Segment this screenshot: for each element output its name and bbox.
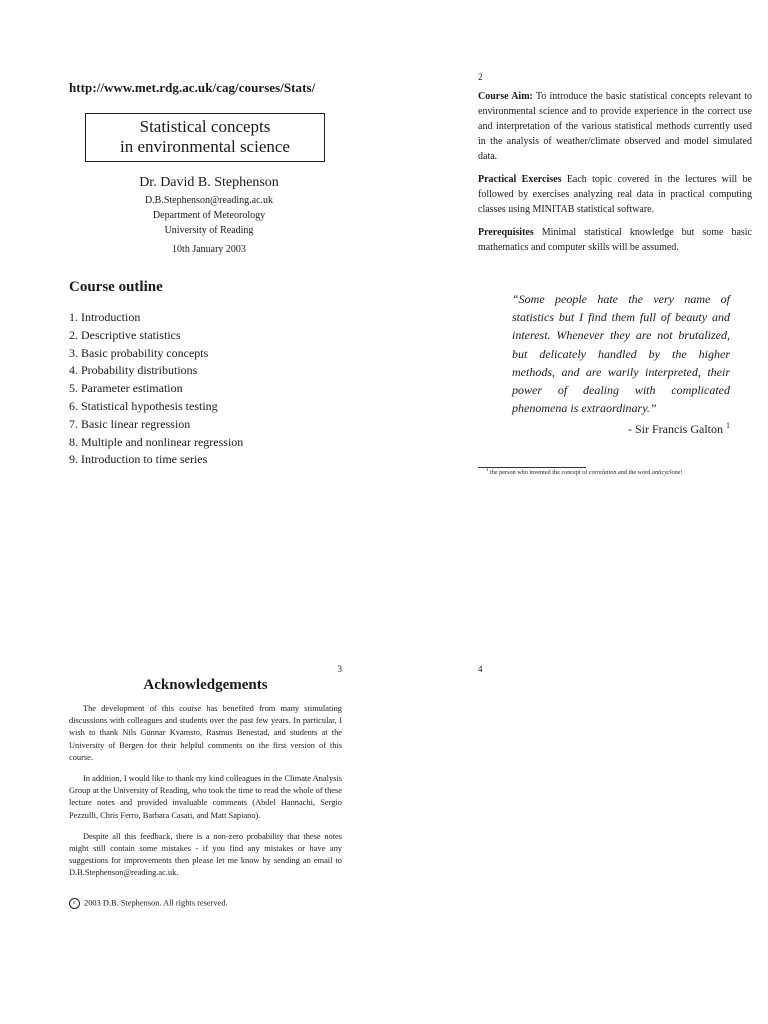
prerequisites [478,225,752,255]
attribution-text: - Sir Francis Galton [628,422,723,437]
copyright-text: 2003 D.B. Stephenson. All rights reserved. [84,898,228,908]
title-line-1: Statistical concepts [139,117,271,136]
footnote-correlation: correlation [588,469,617,477]
page-1 [69,80,349,469]
practical-exercises-text: Each topic covered in the lectures will be followed by exercises analyzing real data in practical computing classes using MINITAB statistical software. [478,174,752,215]
outline-item: 1. Introduction [69,310,141,324]
galton-quote [512,290,730,439]
quote-text: “Some people hate the very name of statistics but I find them full of beauty and interest. Whenever they are not brutalized, but delicately handled by the higher methods, and are warily interpreted, their power of dealing with complicated phenomena is extraordinary.” [512,292,730,416]
author-name: Dr. David B. Stephenson [139,175,279,190]
course-url[interactable]: http://www.met.rdg.ac.uk/cag/courses/Stats/ [69,80,316,95]
footnote-anticyclone: anticyclone [651,469,681,477]
university: University of Reading [164,225,254,236]
outline-item: 5. Parameter estimation [69,381,183,396]
outline-item: 8. Multiple and nonlinear regression [69,434,244,449]
practical-exercises-label: Practical Exercises [478,174,562,185]
quote-attribution [512,417,730,438]
publication-date: 10th January 2003 [172,244,246,255]
practical-exercises [478,172,752,217]
copyright-icon: c [69,898,80,909]
outline-item: 2. Descriptive statistics [69,327,181,342]
copyright-notice [69,898,342,909]
outline-item: 9. Introduction to time series [69,452,208,467]
footnote-number: 1 [486,468,489,473]
page-2 [478,70,752,263]
page-number: 3 [337,664,342,674]
footnote-text-a: the person who invented the concept of [490,469,589,477]
footnote-text-b: and the word [616,469,652,477]
title-line-2: in environmental science [120,137,290,156]
author-email[interactable]: D.B.Stephenson@reading.ac.uk [144,195,274,206]
outline-item: 4. Probability distributions [69,363,198,378]
acknowledgement-paragraph: Despite all this feedback, there is a non-zero probability that these notes might still contain some mistakes - if you find any mistakes or have any suggestions for improvements then please let me know by sending an email to D.B.Stephenson@reading.ac.uk. [69,831,342,878]
page-4-number: 4 [478,664,483,674]
acknowledgement-paragraph: The development of this course has benefited from many stimulating discussions with colleagues and students over the past few years. In particular, I wish to thank Nils Gunnar Kvamsto, Rasmus Benestad, and students at the University of Bergen for their helpful comments on the first version of this course. [69,704,342,762]
outline-heading: Course outline [69,279,163,295]
course-outline-list [69,309,349,469]
acknowledgement-paragraph: In addition, I would like to thank my kind colleagues in the Climate Analysis Group at the University of Reading, who took the time to read the whole of these lecture notes and provided invaluable comments (Abdel Hannachi, Sergio Pezzulli, Chris Ferro, Barbara Casati, and Matt Sapiano). [69,774,342,820]
course-aim-text: To introduce the basic statistical concepts relevant to environmental science and to provide experience in the correct use and interpretation of the various statistical methods currently used in the analysis of weather/climate observed and model simulated data. [478,91,752,162]
acknowledgements-heading: Acknowledgements [143,677,268,693]
footnote-marker: 1 [726,421,730,431]
outline-item: 3. Basic probability concepts [69,345,209,360]
footnote [486,468,682,476]
department: Department of Meteorology [152,210,266,221]
outline-item: 7. Basic linear regression [69,416,191,431]
prerequisites-text: Minimal statistical knowledge but some basic mathematics and computer skills will be assumed. [478,227,752,253]
author-details [69,193,349,257]
page-number: 2 [478,72,483,82]
outline-item: 6. Statistical hypothesis testing [69,398,218,413]
course-aim [478,89,752,164]
page-3 [69,664,342,909]
prerequisites-label: Prerequisites [478,227,534,238]
title-box [85,113,325,162]
footnote-text-c: ! [680,469,683,477]
course-aim-label: Course Aim: [478,91,533,102]
